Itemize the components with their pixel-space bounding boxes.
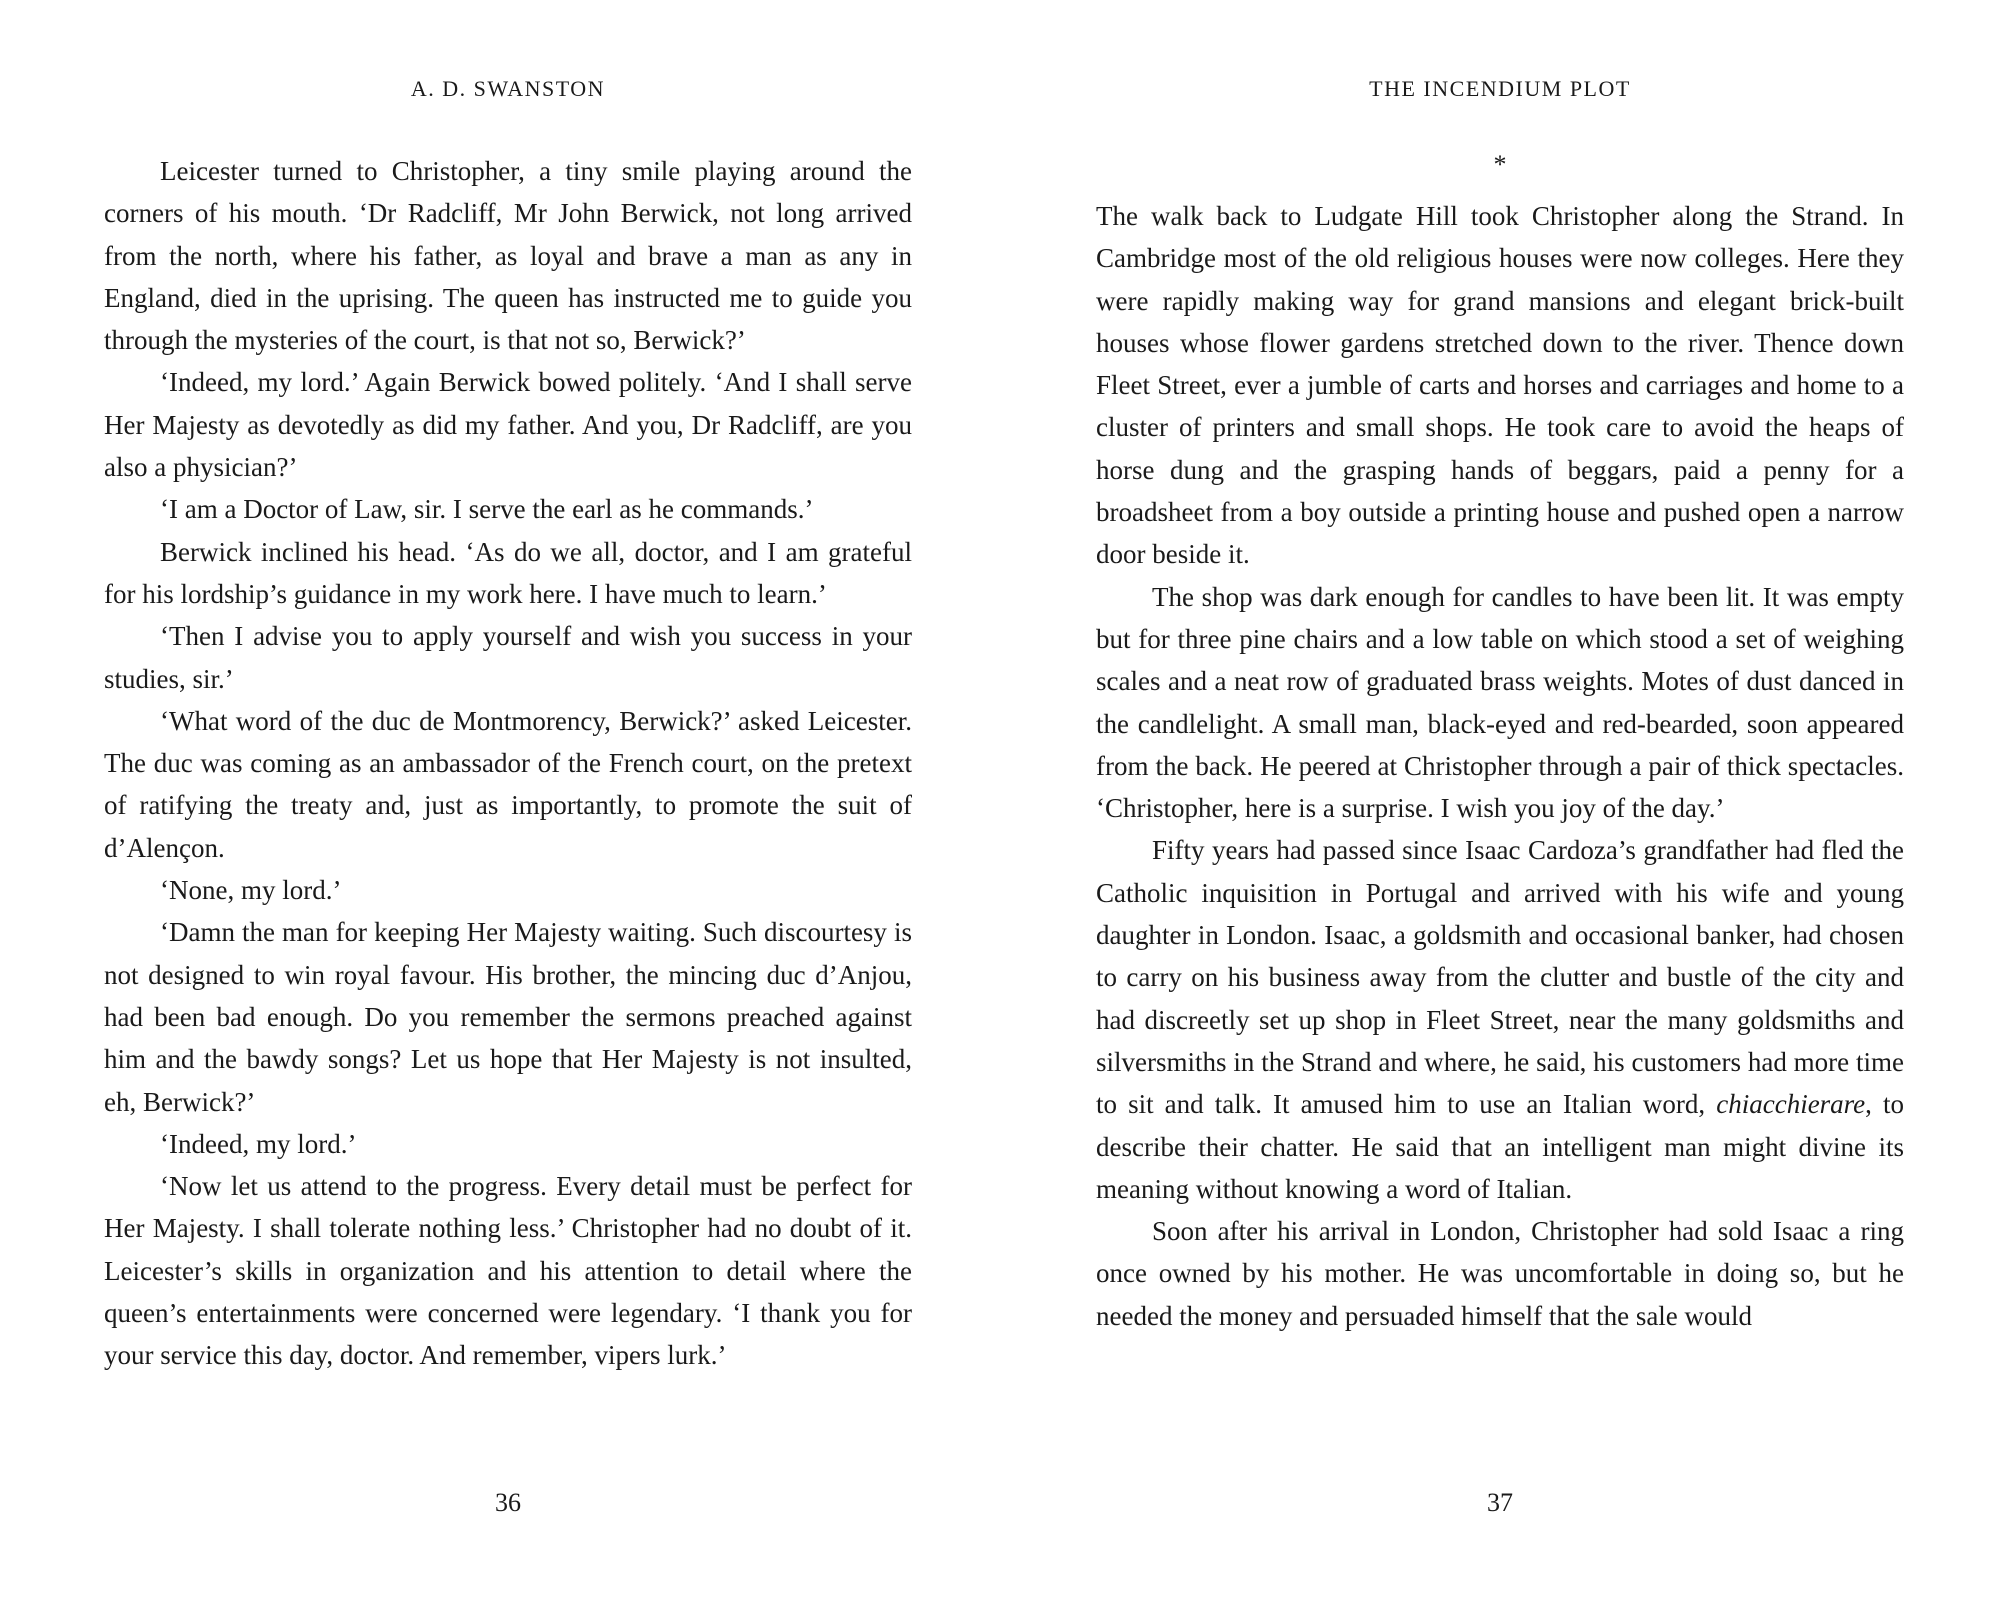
paragraph: The walk back to Ludgate Hill took Christopher along the Strand. In Cambridge most of the old religious houses were now colleges. Here they were rapidly making way for grand mansions and elegant brick-built houses whose flower gardens stretched down to the river. Thence down Fleet Street, ever a jumble of carts and horses and carriages and home to a cluster of printers and small shops. He took care to avoid the heaps of horse dung and the grasping hands of beggars, paid a penny for a broadsheet from a boy outside a printing house and pushed open a narrow door beside it.: [1096, 201, 1904, 570]
left-page-text: [104, 150, 912, 1377]
left-page: [104, 0, 912, 1612]
paragraph: Leicester turned to Christopher, a tiny smile playing around the corners of his mouth. ‘Dr Radcliff, Mr John Berwick, not long arrived from the north, where his father, as loyal and brave a man as any in England, died in the uprising. The queen has instructed me to guide you through the mysteries of the court, is that not so, Berwick?’: [104, 156, 912, 356]
paragraph: Soon after his arrival in London, Christopher had sold Isaac a ring once owned by his mother. He was uncomfortable in doing so, but he needed the money and persuaded himself that the sale would: [1096, 1216, 1904, 1331]
text-span: Fifty years had passed since Isaac Cardoza’s grandfather had fled the Catholic inquisition in Portugal and arrived with his wife and young daughter in London. Isaac, a goldsmith and occasional banker, had chosen to carry on his business away from the clutter and bustle of the city and had discreetly set up shop in Fleet Street, near the many goldsmiths and silversmiths in the Strand and where, he said, his customers had more time to sit and talk. It amused him to use an Italian word,: [1096, 835, 1904, 1120]
paragraph: ‘I am a Doctor of Law, sir. I serve the earl as he commands.’: [160, 494, 814, 525]
italic-word: chiacchierare: [1716, 1089, 1866, 1120]
right-page-text: [1096, 195, 1904, 1337]
paragraph: ‘Now let us attend to the progress. Every detail must be perfect for Her Majesty. I shall tolerate nothing less.’ Christopher had no doubt of it. Leicester’s skills in organization and his attention to detail where the queen’s entertainments were concerned were legendary. ‘I thank you for your service this day, doctor. And remember, vipers lurk.’: [104, 1171, 912, 1371]
paragraph: Berwick inclined his head. ‘As do we all, doctor, and I am grateful for his lordship’s guidance in my work here. I have much to learn.’: [104, 536, 912, 609]
paragraph: The shop was dark enough for candles to have been lit. It was empty but for three pine chairs and a low table on which stood a set of weighing scales and a neat row of graduated brass weights. Motes of dust danced in the candlelight. A small man, black-eyed and red-bearded, soon appeared from the back. He peered at Christopher through a pair of thick spectacles. ‘Christopher, here is a surprise. I wish you joy of the day.’: [1096, 581, 1904, 824]
paragraph: ‘Then I advise you to apply yourself and wish you success in your studies, sir.’: [104, 621, 912, 694]
paragraph: ‘None, my lord.’: [160, 875, 342, 906]
paragraph-with-italic: [1096, 829, 1904, 1210]
paragraph: ‘Indeed, my lord.’ Again Berwick bowed politely. ‘And I shall serve Her Majesty as devotedly as did my father. And you, Dr Radcliff, are you also a physician?’: [104, 367, 912, 483]
text-span: , to describe their chatter. He said that an intelligent man might divine its meaning without knowing a word of Italian.: [1096, 1089, 1904, 1204]
paragraph: ‘Indeed, my lord.’: [160, 1128, 357, 1159]
running-head-author: A. D. SWANSTON: [410, 76, 606, 101]
running-head-title: THE INCENDIUM PLOT: [1369, 76, 1631, 101]
paragraph: ‘What word of the duc de Montmorency, Berwick?’ asked Leicester. The duc was coming as an ambassador of the French court, on the pretext of ratifying the treaty and, just as importantly, to promote the suit of d’Alençon.: [104, 705, 912, 863]
right-page: [1096, 0, 1904, 1612]
page-number-left: 36: [495, 1488, 521, 1517]
page-number-right: 37: [1487, 1488, 1513, 1517]
paragraph: ‘Damn the man for keeping Her Majesty waiting. Such discourtesy is not designed to win royal favour. His brother, the mincing duc d’Anjou, had been bad enough. Do you remember the sermons preached against him and the bawdy songs? Let us hope that Her Majesty is not insulted, eh, Berwick?’: [104, 917, 912, 1117]
scene-break-asterisk: *: [1493, 150, 1507, 179]
